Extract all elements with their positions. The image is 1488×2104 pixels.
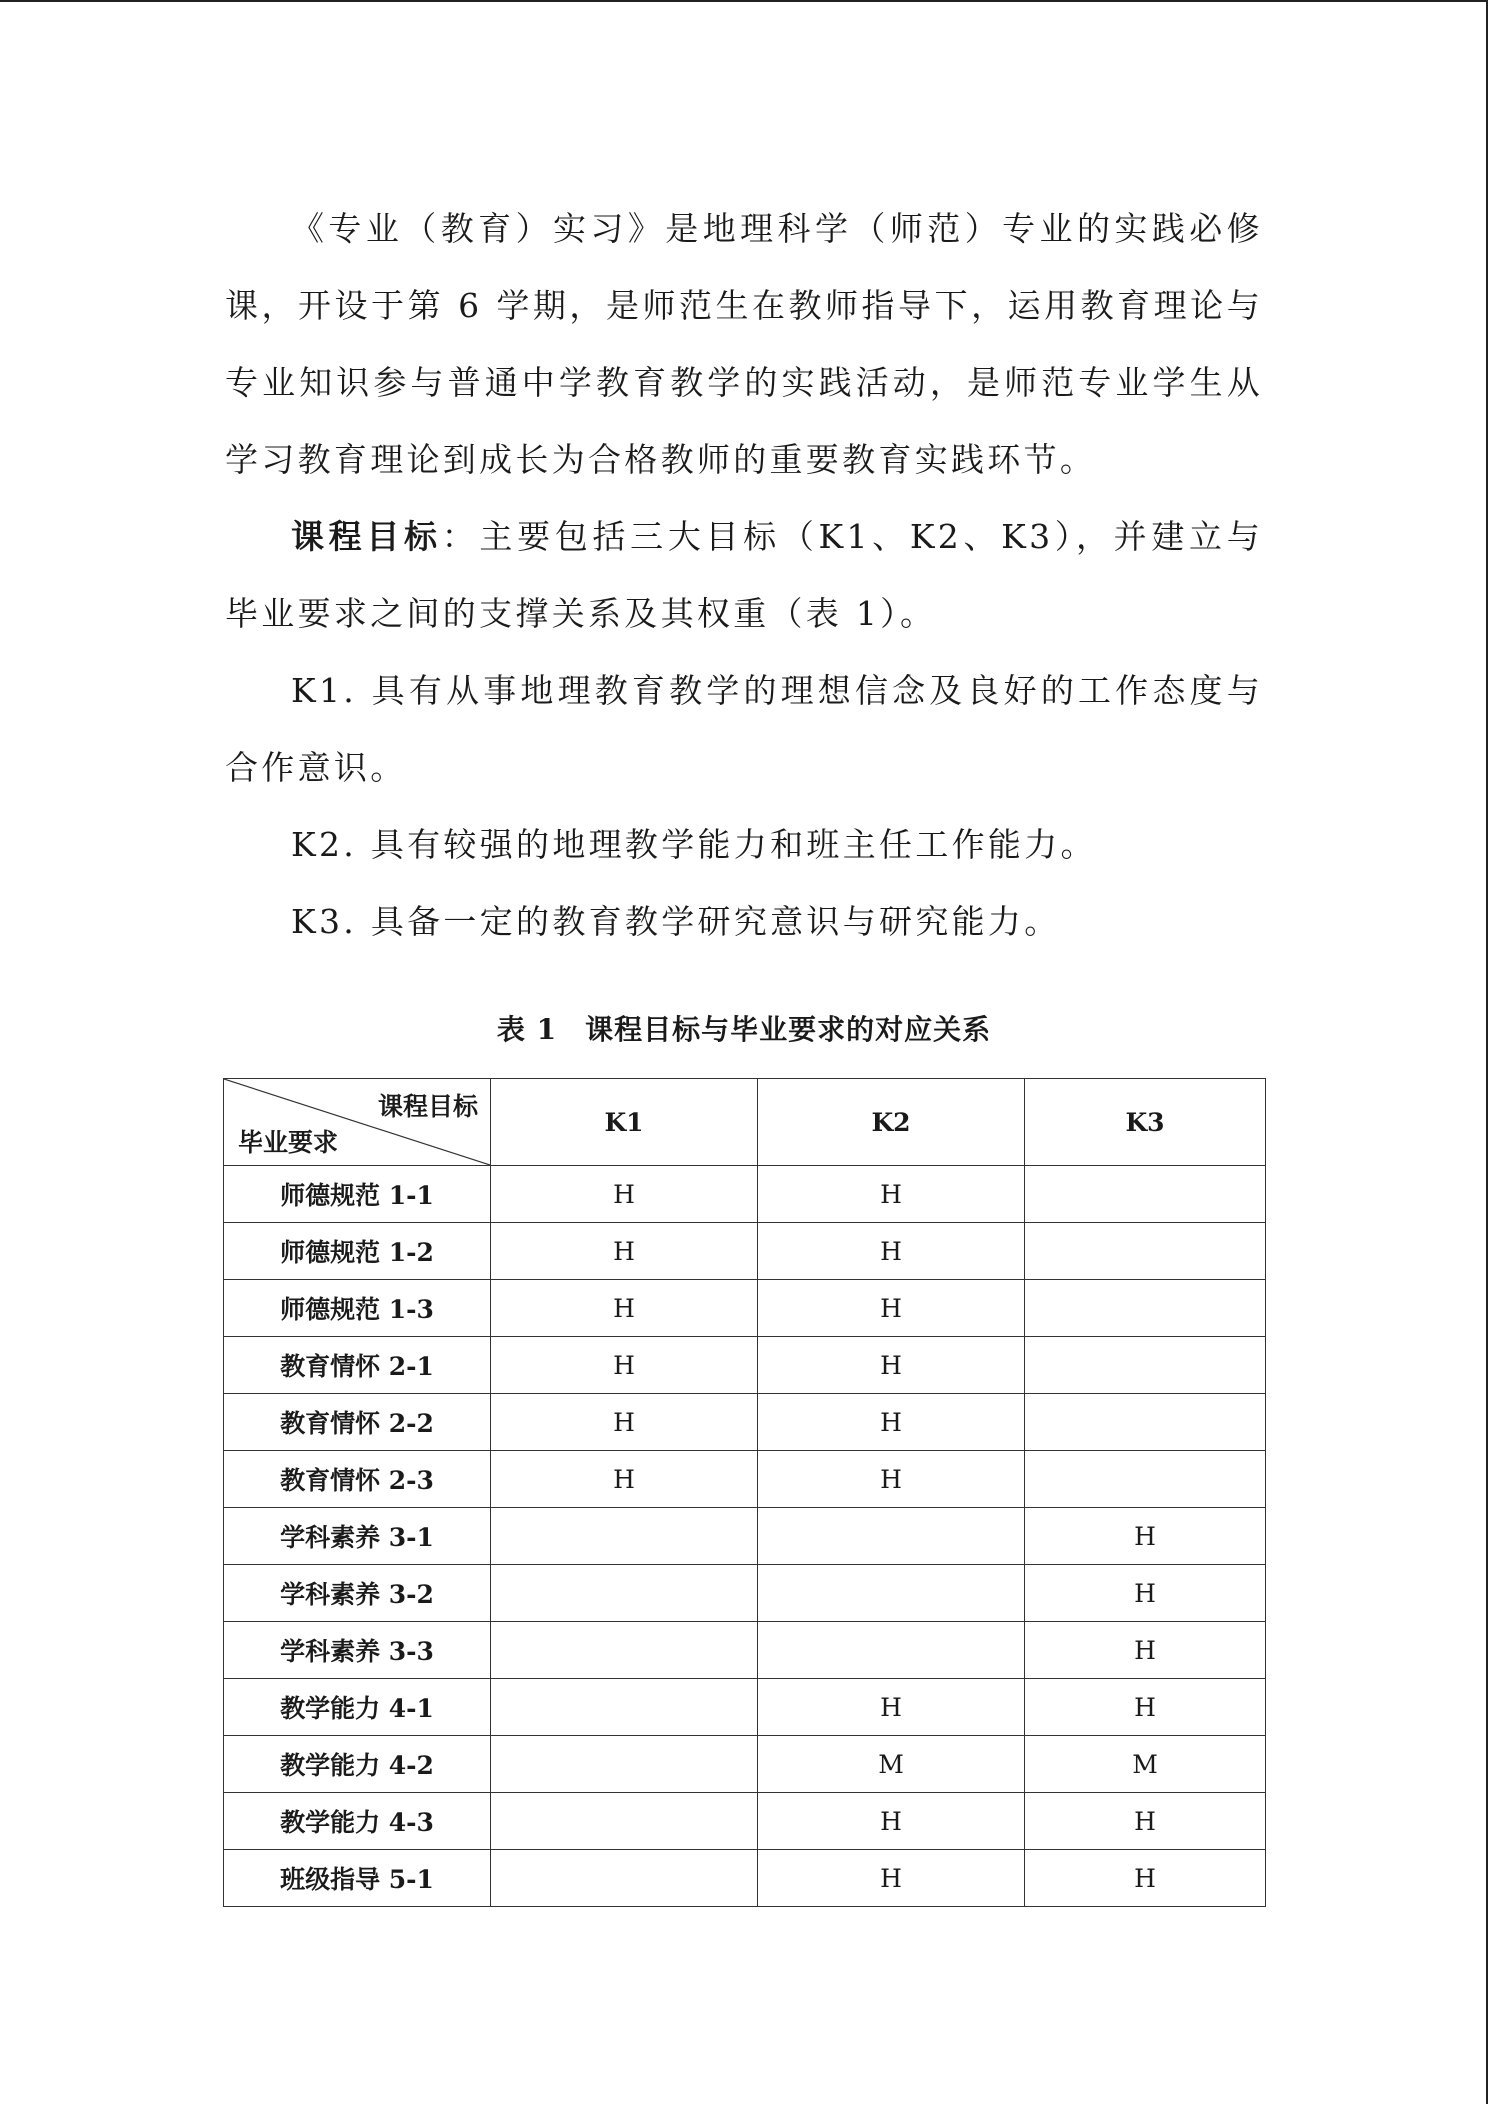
table-row	[224, 1451, 1266, 1508]
requirement-cell: 学科素养 3-2	[224, 1565, 491, 1622]
table-corner-cell	[224, 1079, 491, 1166]
document-body	[225, 190, 1263, 1907]
requirement-cell: 师德规范 1-3	[224, 1280, 491, 1337]
table-row	[224, 1565, 1266, 1622]
k2-cell: H	[758, 1394, 1025, 1451]
k2-cell	[758, 1508, 1025, 1565]
k2-cell	[758, 1622, 1025, 1679]
column-header-k3: K3	[1025, 1079, 1266, 1166]
k1-cell	[491, 1850, 758, 1907]
requirement-cell: 学科素养 3-1	[224, 1508, 491, 1565]
table-row	[224, 1166, 1266, 1223]
requirement-cell: 教育情怀 2-1	[224, 1337, 491, 1394]
k3-cell	[1025, 1394, 1266, 1451]
requirement-cell: 学科素养 3-3	[224, 1622, 491, 1679]
k3-cell: H	[1025, 1793, 1266, 1850]
table-row	[224, 1508, 1266, 1565]
corner-label-goals: 课程目标	[377, 1092, 478, 1121]
k3-cell	[1025, 1280, 1266, 1337]
requirement-cell: 师德规范 1-2	[224, 1223, 491, 1280]
k2-cell: H	[758, 1280, 1025, 1337]
requirement-cell: 师德规范 1-1	[224, 1166, 491, 1223]
k3-cell: M	[1025, 1736, 1266, 1793]
k1-cell	[491, 1736, 758, 1793]
k2-cell: M	[758, 1736, 1025, 1793]
k1-cell: H	[491, 1280, 758, 1337]
column-header-k2: K2	[758, 1079, 1025, 1166]
requirement-cell: 教学能力 4-2	[224, 1736, 491, 1793]
table-number: 表 1	[496, 1013, 558, 1046]
k1-cell	[491, 1565, 758, 1622]
requirement-cell: 教学能力 4-1	[224, 1679, 491, 1736]
course-goals-paragraph	[225, 498, 1263, 652]
k2-cell: H	[758, 1679, 1025, 1736]
k3-cell	[1025, 1451, 1266, 1508]
k1-cell: H	[491, 1394, 758, 1451]
corner-label-requirements: 毕业要求	[238, 1128, 339, 1157]
table-row	[224, 1736, 1266, 1793]
requirement-cell: 班级指导 5-1	[224, 1850, 491, 1907]
k1-cell: H	[491, 1223, 758, 1280]
table-row	[224, 1280, 1266, 1337]
k2-cell: H	[758, 1793, 1025, 1850]
k2-cell: H	[758, 1451, 1025, 1508]
table-row	[224, 1850, 1266, 1907]
k3-cell	[1025, 1223, 1266, 1280]
table-caption	[225, 1010, 1263, 1050]
k2-cell	[758, 1565, 1025, 1622]
goal-k3: K3. 具备一定的教育教学研究意识与研究能力。	[291, 902, 1061, 941]
k3-cell	[1025, 1337, 1266, 1394]
table-row	[224, 1394, 1266, 1451]
table-row	[224, 1337, 1266, 1394]
requirement-cell: 教育情怀 2-3	[224, 1451, 491, 1508]
goals-requirements-table	[223, 1078, 1266, 1907]
k1-cell: H	[491, 1166, 758, 1223]
goal-k2: K2. 具有较强的地理教学能力和班主任工作能力。	[291, 825, 1097, 864]
k1-cell	[491, 1793, 758, 1850]
goal-k1: K1. 具有从事地理教育教学的理想信念及良好的工作态度与合作意识。	[225, 671, 1263, 787]
requirement-cell: 教学能力 4-3	[224, 1793, 491, 1850]
table-row	[224, 1793, 1266, 1850]
k1-cell	[491, 1508, 758, 1565]
k1-cell	[491, 1622, 758, 1679]
k3-cell: H	[1025, 1679, 1266, 1736]
k2-cell: H	[758, 1223, 1025, 1280]
k2-cell: H	[758, 1166, 1025, 1223]
table-body	[224, 1166, 1266, 1907]
intro-paragraph: 《专业（教育）实习》是地理科学（师范）专业的实践必修课，开设于第 6 学期，是师范生在教师指导下，运用教育理论与专业知识参与普通中学教育教学的实践活动，是师范专业学生从学习教育理论到成长为合格教师的重要教育实践环节。	[225, 209, 1263, 479]
table-header-row	[224, 1079, 1266, 1166]
k1-cell: H	[491, 1337, 758, 1394]
column-header-k1: K1	[491, 1079, 758, 1166]
k3-cell: H	[1025, 1850, 1266, 1907]
k3-cell: H	[1025, 1508, 1266, 1565]
k1-cell	[491, 1679, 758, 1736]
course-goals-label: 课程目标	[291, 517, 442, 556]
page-top-border	[0, 0, 1488, 2]
table-row	[224, 1223, 1266, 1280]
table-title-text: 课程目标与毕业要求的对应关系	[585, 1013, 992, 1046]
course-goals-text: ：主要包括三大目标（K1、K2、K3），并建立与毕业要求之间的支撑关系及其权重（表 1）。	[225, 517, 1263, 633]
k3-cell: H	[1025, 1622, 1266, 1679]
k3-cell	[1025, 1166, 1266, 1223]
k1-cell: H	[491, 1451, 758, 1508]
requirement-cell: 教育情怀 2-2	[224, 1394, 491, 1451]
table-row	[224, 1679, 1266, 1736]
table-row	[224, 1622, 1266, 1679]
k2-cell: H	[758, 1337, 1025, 1394]
k3-cell: H	[1025, 1565, 1266, 1622]
k2-cell: H	[758, 1850, 1025, 1907]
